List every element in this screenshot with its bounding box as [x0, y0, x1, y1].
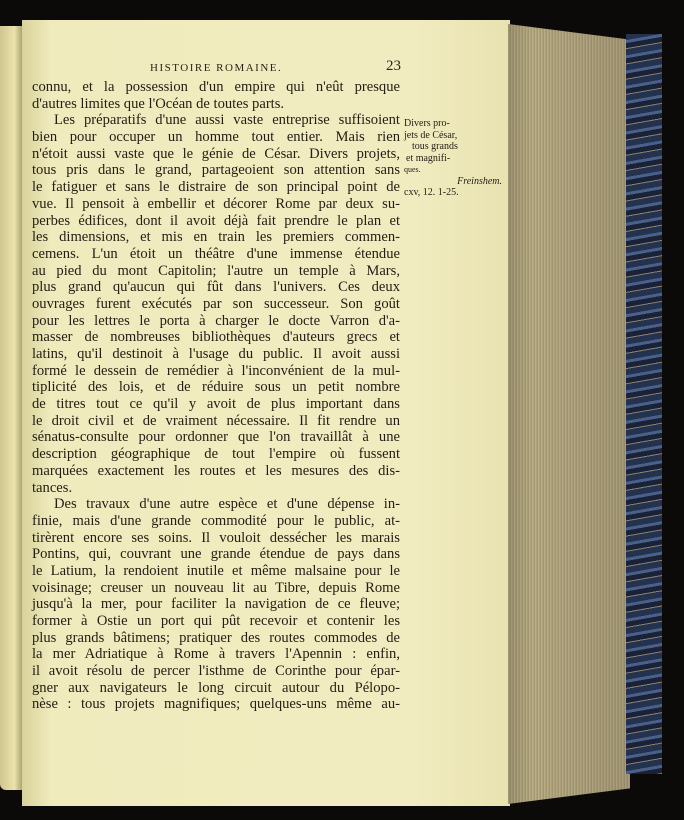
text-line: Les préparatifs d'une aussi vaste entreprise suffisoient [54, 112, 400, 129]
page-number: 23 [386, 58, 401, 74]
text-line: tiplicité des lois, et de réduire sous un petit nombre [32, 379, 400, 396]
text-line: connu, et la possession d'un empire qui n'eût presque [32, 79, 400, 95]
text-line: de titres tout ce qu'il y avoit de plus important dans [32, 396, 400, 413]
text-line: la mer Adriatique à Rome à travers l'Apennin : enfin, [32, 646, 400, 663]
text-line: tances. [32, 479, 73, 496]
text-line: tirèrent encore ses soins. Il vouloit dessécher les marais [32, 529, 400, 546]
running-title: HISTOIRE ROMAINE. [150, 62, 283, 74]
margin-note-line: jets de César, [404, 129, 458, 141]
text-line: il avoit résolu de percer l'isthme de Corinthe pour épar- [32, 663, 400, 680]
text-line: voisinage; creuser un nouveau lit au Tibre, depuis Rome [32, 579, 400, 596]
text-line: tous pris dans le grand, partageoient son attention sans [32, 162, 400, 179]
text-line: vue. Il pensoit à embellir et décorer Rome par deux su- [32, 195, 400, 212]
text-line: Des travaux d'une autre espèce et d'une dépense in- [54, 496, 400, 513]
text-line: le fatiguer et sans le distraire de son principal point de [32, 179, 400, 196]
margin-note-source: Freinshem. [457, 175, 502, 187]
text-line: au pied du mont Capitolin; l'autre un temple à Mars, [32, 262, 400, 279]
text-line: les dimensions, et mis en train les premiers commen- [32, 229, 400, 246]
text-line: sénatus-consulte pour ordonner que l'on travaillât à une [32, 429, 400, 446]
text-line: description géographique de tout l'empire où fussent [32, 446, 400, 463]
text-line: latins, qu'il destinoit à l'usage du public. Il avoit aussi [32, 346, 400, 362]
text-line: masser de nombreuses bibliothèques d'auteurs grecs et [32, 329, 400, 346]
text-line: marquées exactement les routes et les mesures des dis- [32, 462, 400, 479]
text-line: plus grands bâtimens; pratiquer des routes commodes de [32, 629, 400, 646]
marbled-cover-edge [626, 34, 662, 774]
margin-note-line: Divers pro- [404, 118, 450, 129]
text-line: plus grand qu'aucun qui fût dans l'univers. Ces deux [32, 279, 400, 296]
margin-note [404, 118, 506, 199]
text-line: n'étoit aussi vaste que le génie de César. Divers projets, [32, 145, 400, 162]
margin-note-line: tous grands [412, 141, 458, 152]
text-line: le Latium, la rendoient inutile et même malsaine pour le [32, 562, 400, 579]
text-line: formé le dessein de remédier à l'inconvénient de la mul- [32, 362, 400, 379]
margin-note-line: ques. [404, 165, 421, 174]
body-text [32, 79, 400, 713]
text-line: nèse : tous projets magnifiques; quelques-uns même au- [32, 696, 400, 713]
text-line: pour les lettres le porta à charger le docte Varron d'a- [32, 312, 400, 329]
text-line: finie, mais d'une grande commodité pour le public, at- [32, 512, 400, 529]
text-line: le droit civil et de vraiment nécessaire. Il fit rendre un [32, 412, 400, 429]
text-line: former à Ostie un port qui pût recevoir et contenir les [32, 613, 400, 629]
page-edge-shading [508, 24, 630, 804]
margin-note-reference: cxv, 12. 1-25. [404, 187, 459, 198]
previous-page-edge [0, 26, 24, 790]
text-line: gner aux navigateurs le long circuit autour du Pélopo- [32, 679, 400, 696]
text-line: perbes édifices, dont il avoit déjà fait prendre le plan et [32, 212, 400, 229]
text-line: Pontins, qui, couvrant une grande étendue de pays dans [32, 546, 400, 563]
text-line: d'autres limites que l'Océan de toutes parts. [32, 95, 285, 112]
text-line: cemens. L'un étoit un théâtre d'une immense étendue [32, 245, 400, 262]
text-line: jusqu'à la mer, pour faciliter la navigation de ce fleuve; [32, 596, 400, 613]
text-line: ouvrages furent exécutés par son successeur. Son goût [32, 295, 400, 312]
margin-note-line: et magnifi- [406, 152, 451, 164]
text-line: bien pour occuper un homme tout entier. Mais rien [32, 129, 400, 146]
